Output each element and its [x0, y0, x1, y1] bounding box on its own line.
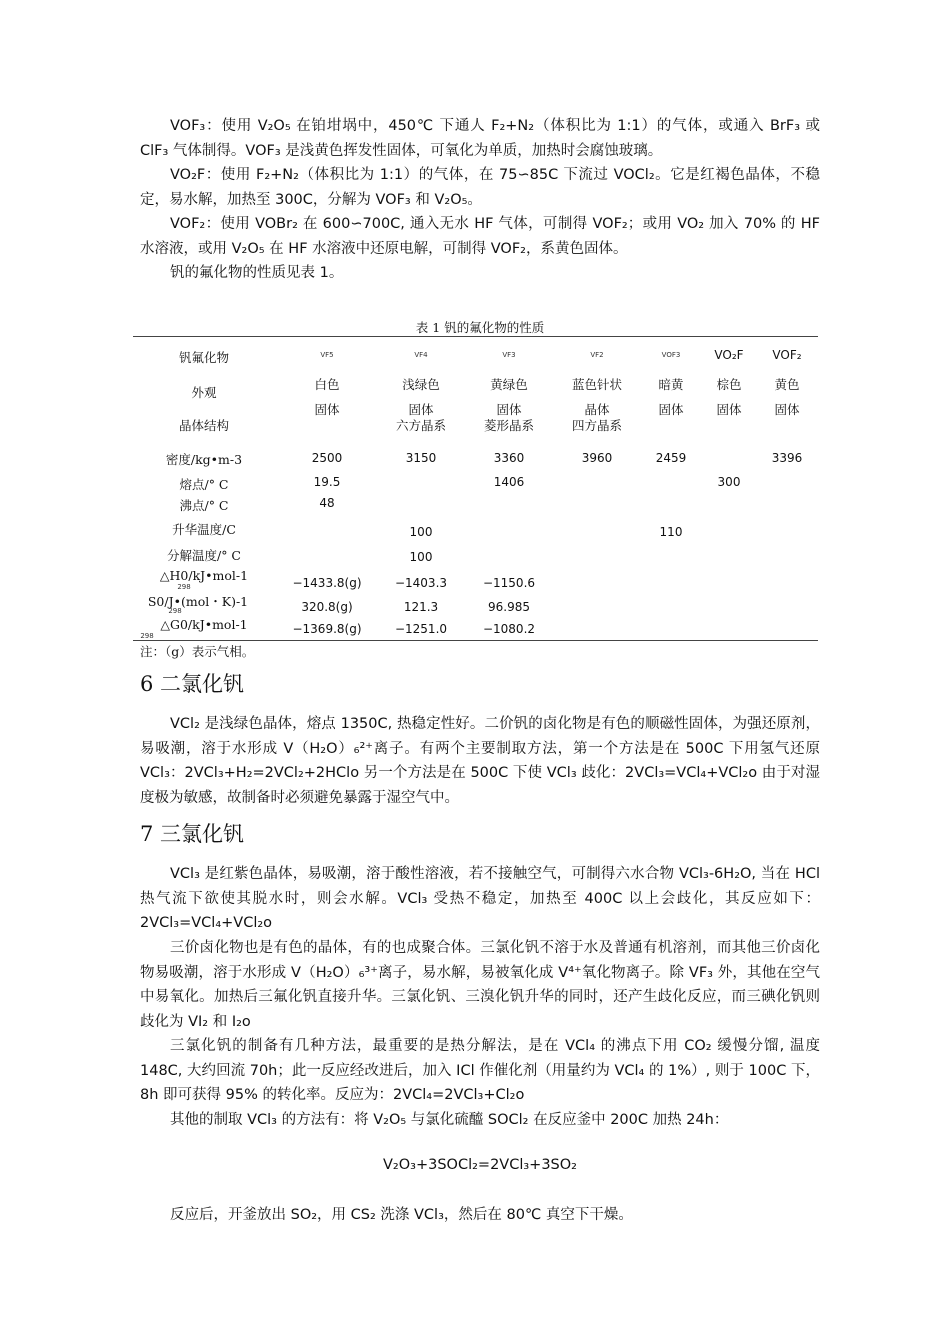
cell-crystal-vf4: 六方晶系 [395, 418, 447, 433]
cell-gibbs-vf3: −1080.2 [482, 622, 536, 636]
cell-appearance-vof2: 黄色 [774, 377, 800, 392]
row-label-melting: 熔点/° C [179, 477, 229, 492]
cell-boiling-vf5: 48 [319, 496, 335, 510]
cell-density-vf5: 2500 [311, 451, 343, 465]
row-label-gibbs: △G0/kJ•mol-1 [160, 617, 248, 632]
paragraph-vof3: VOF₃：使用 V₂O₅ 在铂坩埚中，450℃ 下通人 F₂+N₂（体积比为 1:1）的气体，或通入 BrF₃ 或 ClF₃ 气体制得。VOF₃ 是浅黄色挥发性固体，可氧化为单质，加热时会腐蚀玻璃。 [140, 118, 820, 159]
cell-appearance-vf4: 浅绿色 [402, 377, 440, 392]
section-7-paragraph-4: 其他的制取 VCl₃ 的方法有：将 V₂O₅ 与氯化硫醯 SOCl₂ 在反应釜中 200C 加热 24h： [170, 1112, 729, 1128]
row-label-appearance: 外观 [191, 385, 217, 400]
cell-melting-vo2f: 300 [717, 475, 741, 489]
paragraph-vof2: VOF₂：使用 VOBr₂ 在 600∽700C, 通入无水 HF 气体，可制得 VOF₂；或用 VO₂ 加入 70% 的 HF 水溶液，或用 V₂O₅ 在 HF 水溶液中还原电解，可制得 VOF₂，系黄色固体。 [140, 216, 820, 257]
cell-decomposition-vf4: 100 [409, 550, 433, 564]
section-7-paragraph-2: 三价卤化物也是有色的晶体，有的也成聚合体。三氯化钒不溶于水及普通有机溶剂，而其他三价卤化物易吸潮，溶于水形成 V（H₂O）₆³⁺离子，易水解，易被氧化成 V⁴⁺氧化物离子。除 VF₃ 外，其他在空气中易氧化。加热后三氟化钒直接升华。三氯化钒、三溴化钒升华的同时，还产生歧化反应，而三碘化钒则歧化为 VI₂ 和 I₂o [140, 940, 820, 1030]
cell-entropy-vf4: 121.3 [403, 600, 439, 614]
section-6-paragraph: VCl₂ 是浅绿色晶体，熔点 1350C, 热稳定性好。二价钒的卤化物是有色的顺磁性固体，为强还原剂，易吸潮，溶于水形成 V（H₂O）₆²⁺离子。有两个主要制取方法，第一个方法是在 500C 下用氢气还原 VCl₃：2VCl₃+H₂=2VCl₂+2HClo 另一个方法是在 500C 下使 VCl₃ 歧化：2VCl₃=VCl₄+VCl₂o 由于对湿度极为敏感，故制备时必须避免暴露于湿空气中。 [140, 716, 820, 806]
cell-density-vf3: 3360 [493, 451, 525, 465]
cell-sublimation-vof3: 110 [659, 525, 683, 539]
section-7-heading: 7 三氯化钒 [140, 822, 245, 846]
section-7-equation: V₂O₃+3SOCl₂=2VCl₃+3SO₂ [383, 1157, 577, 1173]
table-note: 注：（g）表示气相。 [140, 644, 255, 659]
cell-melting-vf5: 19.5 [313, 475, 341, 489]
cell-gibbs-vf4: −1251.0 [394, 622, 448, 636]
col-header-vof3: VOF3 [661, 351, 681, 359]
section-7-paragraph-5: 反应后，开釜放出 SO₂，用 CS₂ 洗涤 VCl₃，然后在 80℃ 真空下干燥。 [170, 1207, 633, 1223]
cell-gibbs-vf5: −1369.8(g) [292, 622, 362, 636]
cell-crystal-vf3: 菱形晶系 [483, 418, 535, 433]
cell-crystal-vf2: 四方晶系 [571, 418, 623, 433]
cell-enthalpy-vf3: −1150.6 [482, 576, 536, 590]
cell-appearance2-vf2: 晶体 [584, 402, 610, 417]
cell-entropy-vf5: 320.8(g) [301, 600, 353, 614]
section-6-heading: 6 二氯化钒 [140, 672, 245, 696]
row-label-entropy: S0/J•(mol・K)-1 [147, 594, 249, 609]
cell-appearance-vof3: 暗黄 [658, 377, 684, 392]
cell-appearance2-vf5: 固体 [314, 402, 340, 417]
row-label-boiling: 沸点/° C [179, 498, 229, 513]
cell-appearance-vf3: 黄绿色 [490, 377, 528, 392]
section-7-paragraph-3: 三氯化钒的制备有几种方法，最重要的是热分解法，是在 VCl₄ 的沸点下用 CO₂ 缓慢分馏, 温度 148C, 大约回流 70h；此一反应经改进后，加入 ICl 作催化剂（用量约为 VCl₄ 的 1%）, 则于 100C 下，8h 即可获得 95% 的转化率。反应为：2VCl₄=2VCl₃+Cl₂o [140, 1038, 820, 1103]
table-top-rule [133, 336, 818, 337]
cell-density-vf2: 3960 [581, 451, 613, 465]
row-label-enthalpy: △H0/kJ•mol-1 [159, 568, 249, 583]
cell-enthalpy-vf4: −1403.3 [394, 576, 448, 590]
cell-density-vof2: 3396 [771, 451, 803, 465]
enthalpy-298-subscript: 298 [177, 583, 191, 591]
table-caption: 表 1 钒的氟化物的性质 [415, 320, 545, 335]
cell-sublimation-vf4: 100 [409, 525, 433, 539]
paragraph-vo2f: VO₂F：使用 F₂+N₂（体积比为 1:1）的气体，在 75∽85C 下流过 VOCl₂。它是红褐色晶体，不稳定，易水解，加热至 300C，分解为 VOF₃ 和 V₂O₅。 [140, 167, 820, 208]
cell-appearance-vf2: 蓝色针状 [571, 377, 623, 392]
cell-appearance2-vof2: 固体 [774, 402, 800, 417]
cell-melting-vf3: 1406 [493, 475, 525, 489]
row-label-density: 密度/kg•m-3 [165, 452, 243, 467]
col-header-vf5: VF5 [320, 351, 334, 359]
entropy-298-subscript: 298 [168, 607, 182, 615]
cell-entropy-vf3: 96.985 [488, 600, 530, 614]
cell-appearance-vf5: 白色 [314, 377, 340, 392]
row-label-crystal: 晶体结构 [178, 418, 230, 433]
col-header-vo2f: VO₂F [714, 348, 744, 362]
cell-appearance2-vf4: 固体 [408, 402, 434, 417]
cell-density-vf4: 3150 [405, 451, 437, 465]
cell-appearance2-vof3: 固体 [658, 402, 684, 417]
table-bottom-rule [133, 640, 818, 641]
cell-density-vof3: 2459 [655, 451, 687, 465]
gibbs-298-subscript: 298 [140, 632, 154, 640]
cell-appearance2-vo2f: 固体 [716, 402, 742, 417]
paragraph-table-ref: 钒的氟化物的性质见表 1。 [170, 265, 344, 281]
cell-enthalpy-vf5: −1433.8(g) [292, 576, 362, 590]
row-label-sublimation: 升华温度/C [172, 522, 236, 537]
table-header-label: 钒氟化物 [178, 350, 230, 365]
row-label-decomposition: 分解温度/° C [167, 548, 241, 563]
section-7-paragraph-1: VCl₃ 是红紫色晶体，易吸潮，溶于酸性溶液，若不接触空气，可制得六水合物 VCl₃-6H₂O, 当在 HCl 热气流下欲使其脱水时，则会水解。VCl₃ 受热不稳定，加热至 400C 以上会歧化，其反应如下：2VCl₃=VCl₄+VCl₂o [140, 866, 820, 931]
col-header-vf4: VF4 [414, 351, 428, 359]
cell-appearance2-vf3: 固体 [496, 402, 522, 417]
col-header-vf3: VF3 [502, 351, 516, 359]
col-header-vf2: VF2 [590, 351, 604, 359]
col-header-vof2: VOF₂ [772, 348, 802, 362]
cell-appearance-vo2f: 棕色 [716, 377, 742, 392]
